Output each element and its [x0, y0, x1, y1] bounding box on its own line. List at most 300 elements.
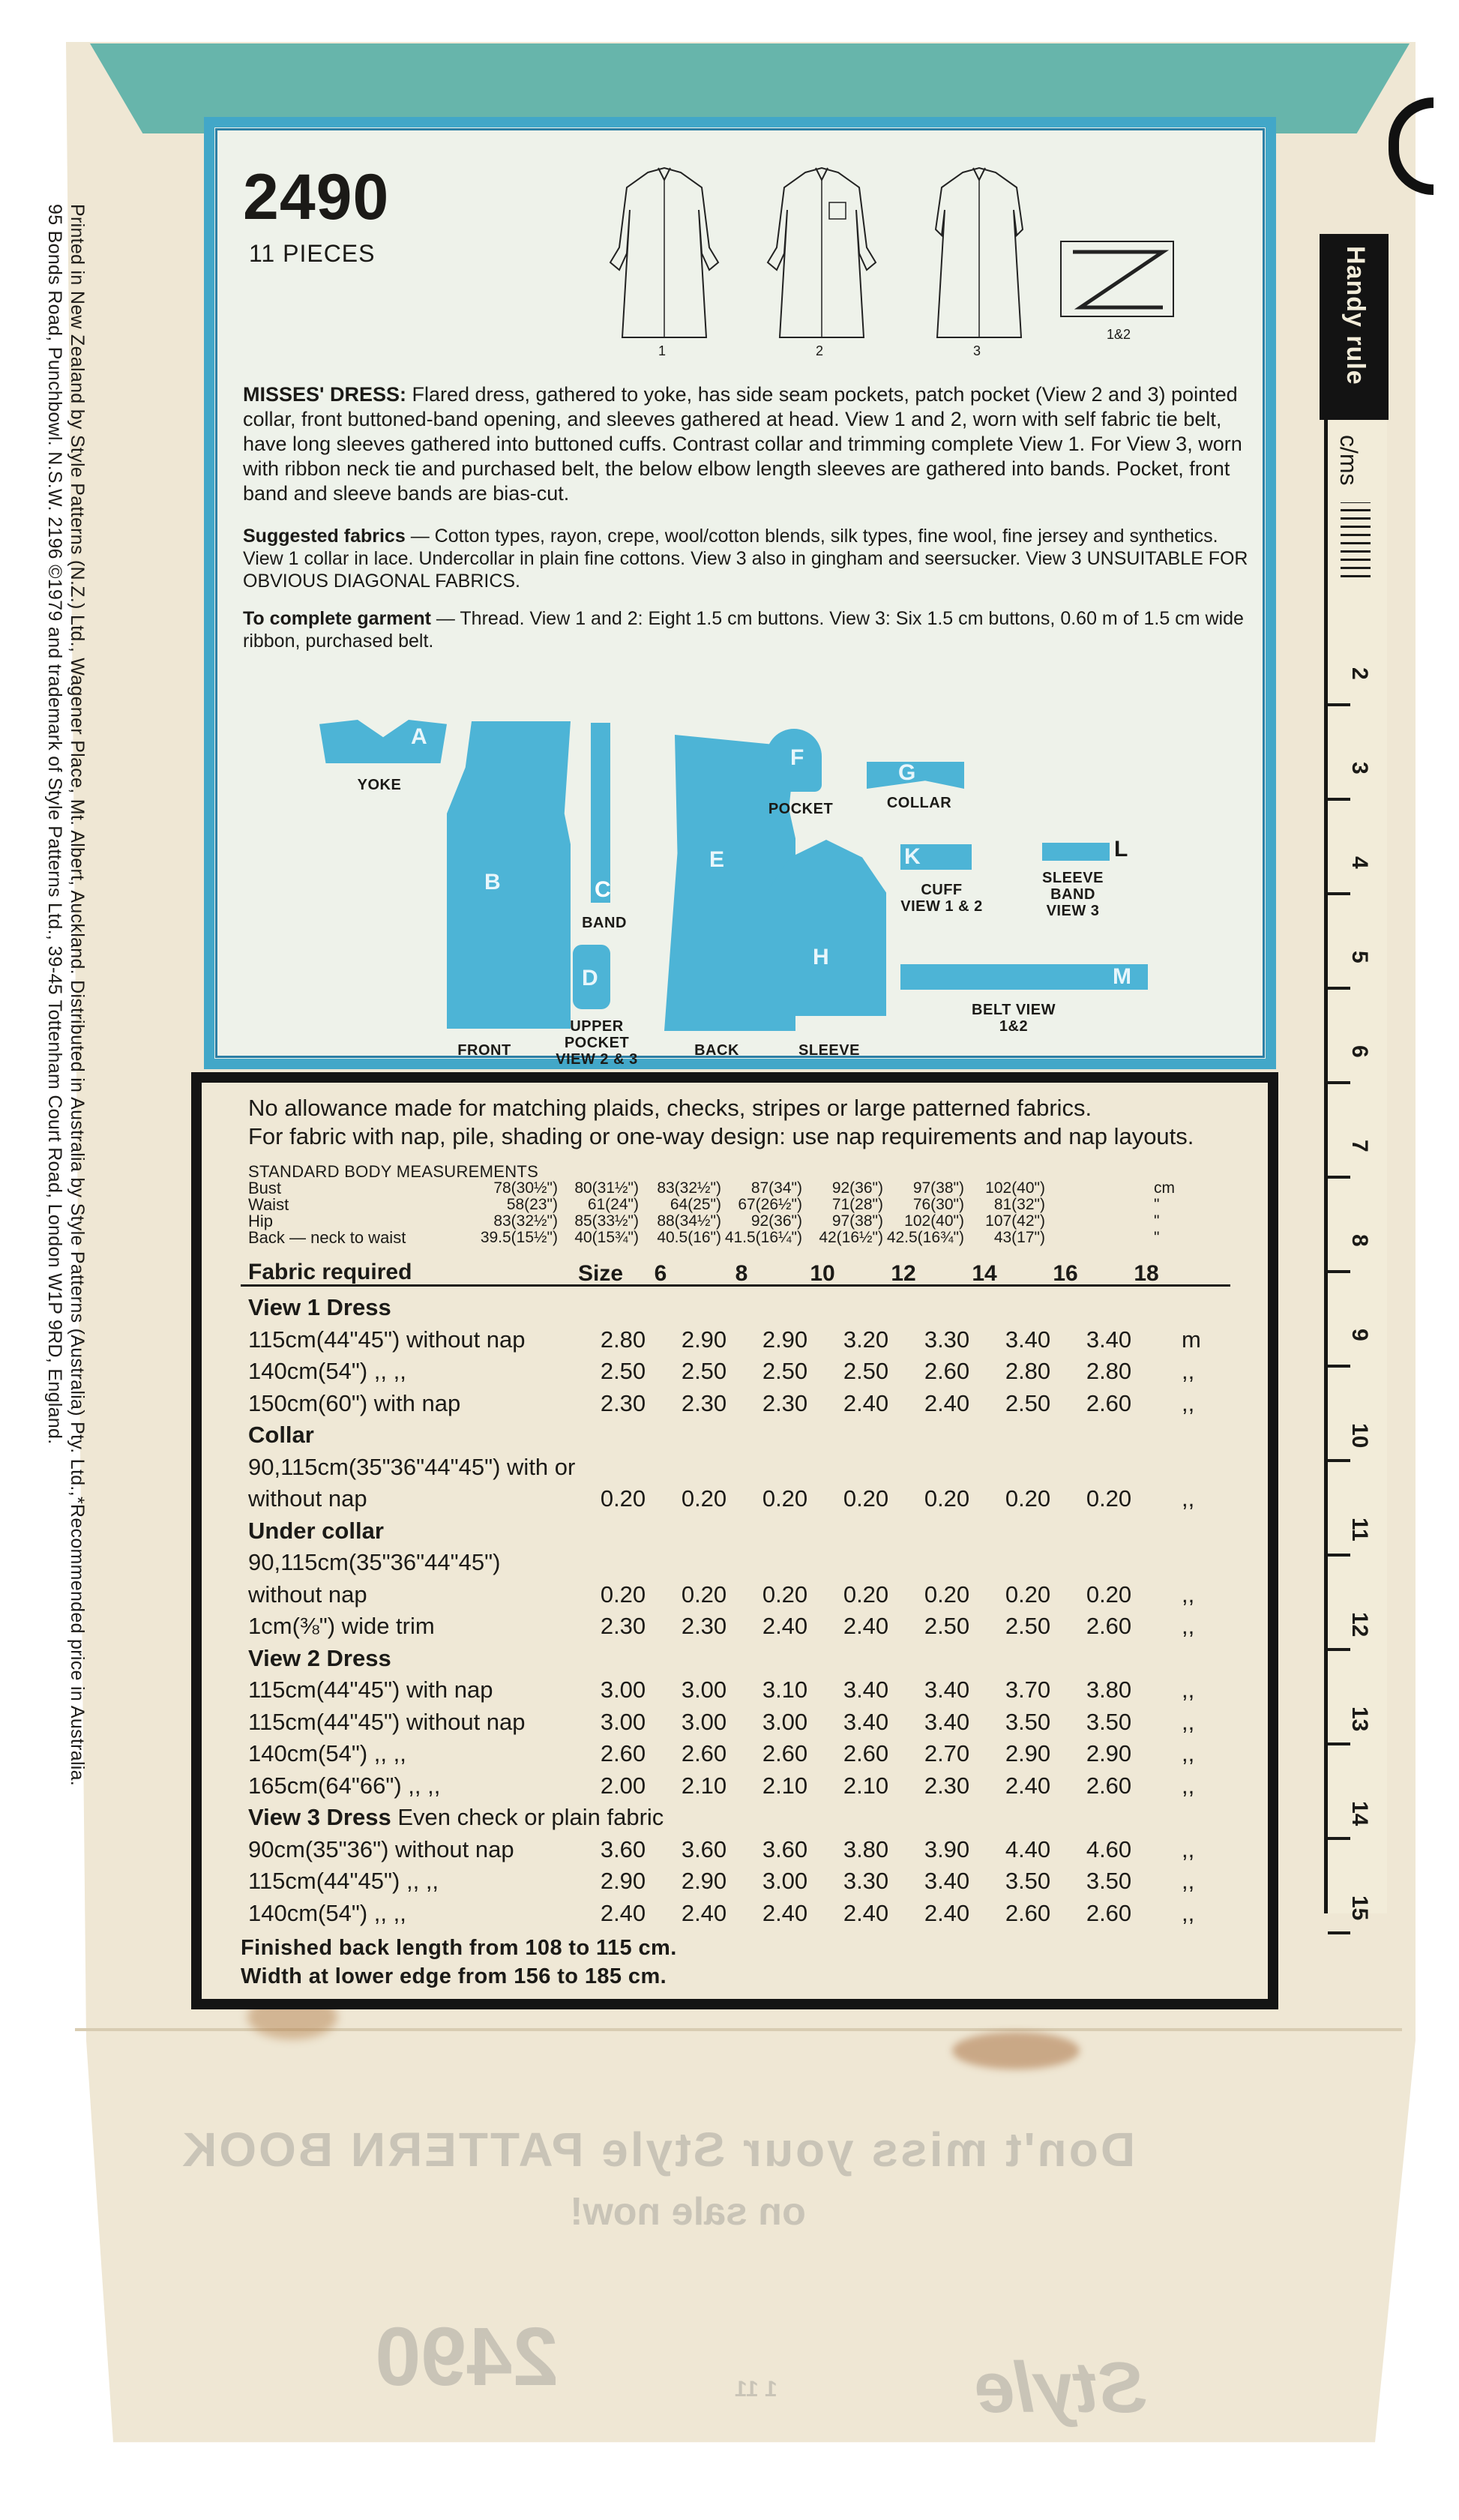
measurement-value: 61(24"): [587, 1196, 639, 1213]
fabric-row-label-text: 115cm(44"45") without nap: [248, 1708, 526, 1735]
fabric-amount: 3.70: [1005, 1677, 1051, 1703]
rule-unit: c/ms: [1335, 435, 1362, 486]
fabric-amount: 3.80: [1086, 1677, 1132, 1703]
printer-line-2: 95 Bonds Road, Punchbowl. N.S.W. 2196 ©1979 and trademark of Style Patterns Ltd., 39-45 Tottenham Court Road, London W1P 9RD, England.: [44, 204, 65, 1445]
fabric-row: [248, 1611, 1223, 1641]
rule-number: 6: [1347, 1045, 1372, 1058]
pattern-info-panel: [204, 117, 1276, 1069]
rule-number: 15: [1347, 1895, 1372, 1921]
fabric-amount: 2.30: [681, 1389, 727, 1416]
rule-number: 10: [1347, 1423, 1372, 1449]
piece-label-sleeve-band: SLEEVE BAND VIEW 3: [1042, 870, 1104, 919]
fabric-row-label-text: 90,115cm(35"36"44"45"): [248, 1549, 501, 1575]
fabric-amount: 2.50: [600, 1358, 646, 1384]
fabric-amount: 3.00: [762, 1868, 808, 1894]
lower-edge-width: Width at lower edge from 156 to 185 cm.: [241, 1964, 667, 1988]
rule-mark: [1328, 1648, 1350, 1651]
fabric-amount: 3.40: [843, 1708, 889, 1735]
fabric-row-label-text: 115cm(44"45") with nap: [248, 1677, 493, 1703]
measurement-value: 80(31½"): [574, 1179, 639, 1197]
view-number-1: 1: [658, 343, 667, 358]
fabric-row: [248, 1802, 1223, 1832]
fabric-row-label-text: 165cm(64"66") ,, ,,: [248, 1772, 441, 1799]
measurement-value: 71(28"): [831, 1196, 883, 1213]
printer-line-1: Printed in New Zealand by Style Patterns (N.Z.) Ltd., Wagener Place, Mt. Albert, Auckland. Distributed in Australia by Style Patterns (Australia) Pty. Ltd.,: [67, 204, 88, 1497]
complete-text: — Thread. View 1 and 2: Eight 1.5 cm buttons. View 3: Six 1.5 cm buttons, 0.60 m of 1.5 cm wide ribbon, purchased belt.: [243, 608, 1244, 652]
fabric-unit: ,,: [1182, 1740, 1195, 1766]
measurement-value: 42.5(16¾"): [886, 1229, 964, 1246]
fabric-amount: 3.90: [924, 1835, 970, 1862]
fabric-row: [248, 1771, 1223, 1801]
fabric-row-label: [248, 1644, 391, 1674]
dress-view-2-sketch: [747, 157, 897, 345]
piece-label-sleeve: SLEEVE: [798, 1042, 860, 1059]
plaid-note: No allowance made for matching plaids, checks, stripes or large patterned fabrics.: [248, 1095, 1092, 1121]
view-sketches: [589, 157, 1204, 358]
fabric-unit: m: [1182, 1326, 1201, 1353]
measurement-value: 83(32½"): [493, 1212, 558, 1230]
fabrics-heading: Suggested fabrics: [243, 526, 406, 547]
fabric-amount: 2.40: [924, 1899, 970, 1926]
dress-view-3-sketch: [904, 157, 1054, 345]
fabric-amount: 0.20: [924, 1485, 970, 1512]
fabric-amount: 2.80: [1086, 1358, 1132, 1384]
fabric-amount: 2.40: [843, 1899, 889, 1926]
piece-belt: [900, 964, 1148, 990]
fabric-amount: 0.20: [1086, 1485, 1132, 1512]
fabric-amount: 2.60: [762, 1740, 808, 1766]
rule-mark: [1328, 1270, 1350, 1273]
rule-number: 4: [1347, 856, 1372, 869]
fabric-row: [248, 1866, 1223, 1896]
fabric-row-label: [248, 1835, 514, 1865]
size-column-header: 10: [810, 1261, 835, 1286]
fabric-row-label: [248, 1802, 664, 1832]
finished-back-length: Finished back length from 108 to 115 cm.: [241, 1936, 677, 1960]
pieces-count: 11 PIECES: [249, 240, 376, 267]
fabric-amount: 3.00: [762, 1708, 808, 1735]
fabric-amount: 2.90: [681, 1326, 727, 1353]
rule-mark: [1328, 1081, 1350, 1084]
fabric-row-label: [248, 1420, 314, 1450]
complete-heading: To complete garment: [243, 608, 431, 629]
piece-yoke: [319, 720, 447, 763]
handy-rule: [1324, 234, 1387, 1913]
measurement-label: Back — neck to waist: [248, 1228, 406, 1247]
fabric-unit: ,,: [1182, 1358, 1195, 1384]
fabric-amount: 3.00: [600, 1677, 646, 1703]
size-column-header: 12: [891, 1261, 916, 1286]
fabric-row-label-text: without nap: [248, 1581, 367, 1608]
fabric-row-label: [248, 1548, 500, 1578]
fabric-row-label: [248, 1484, 367, 1514]
fabric-amount: 2.60: [1086, 1899, 1132, 1926]
fabric-amount: 2.00: [600, 1772, 646, 1799]
fabric-amount: 2.50: [843, 1358, 889, 1384]
rule-mark: [1328, 987, 1350, 990]
rule-mark: [1328, 1176, 1350, 1179]
rule-number: 14: [1347, 1801, 1372, 1826]
piece-letter-m: M: [1113, 964, 1131, 989]
measurement-value: 85(33½"): [574, 1212, 639, 1230]
fabric-row-label-text: View 3 Dress: [248, 1804, 391, 1830]
piece-letter-l: L: [1114, 837, 1128, 861]
ghost-text-line1: Don't miss your Style PATTERN BOOK: [180, 2123, 1136, 2177]
measurement-value: 43(17"): [993, 1229, 1045, 1246]
fabric-row-label: [248, 1452, 575, 1482]
piece-letter-e: E: [709, 847, 725, 872]
pattern-pieces-diagram: [214, 697, 1264, 1072]
rule-mark: [1328, 1365, 1350, 1368]
rule-number: 7: [1347, 1140, 1372, 1152]
fabric-amount: 2.60: [1086, 1613, 1132, 1639]
dress-view-1-sketch: [589, 157, 739, 345]
measurement-value: 76(30"): [912, 1196, 964, 1213]
fabric-amount: 2.60: [843, 1740, 889, 1766]
measurement-value: 58(23"): [506, 1196, 558, 1213]
rule-mark: [1328, 1837, 1350, 1840]
fabric-amount: 0.20: [1005, 1485, 1051, 1512]
fabric-requirements-panel: [191, 1072, 1278, 2009]
fabric-row-label-text: 115cm(44"45") without nap: [248, 1326, 526, 1353]
fabric-row: [248, 1325, 1223, 1355]
rule-number: 12: [1347, 1612, 1372, 1638]
fabric-row: [248, 1548, 1223, 1578]
fabric-row-label-text: Under collar: [248, 1517, 384, 1544]
back-view-sketch: [1058, 238, 1178, 321]
rule-ticks: [1341, 502, 1371, 577]
fabric-amount: 0.20: [762, 1581, 808, 1608]
fabric-row: [248, 1516, 1223, 1546]
fabric-row: [248, 1420, 1223, 1450]
piece-sleeve-band: [1042, 843, 1110, 861]
fabric-unit: ,,: [1182, 1899, 1195, 1926]
rule-number: 2: [1347, 667, 1372, 680]
rule-mark: [1328, 1931, 1350, 1934]
piece-band: [591, 723, 610, 903]
fabric-row: [248, 1898, 1223, 1928]
fabric-row-label: [248, 1580, 367, 1610]
view-number-2: 2: [816, 343, 824, 358]
measurement-value: 39.5(15½"): [480, 1229, 558, 1246]
handy-rule-title: [1320, 234, 1389, 420]
fabric-row: [248, 1707, 1223, 1737]
fabric-amount: 3.60: [600, 1835, 646, 1862]
piece-label-collar: COLLAR: [886, 795, 952, 811]
fabric-row: [248, 1389, 1223, 1419]
fabric-amount: 2.60: [1005, 1899, 1051, 1926]
fabric-unit: ,,: [1182, 1613, 1195, 1639]
nap-note: For fabric with nap, pile, shading or one-way design: use nap requirements and nap layouts.: [248, 1123, 1194, 1149]
view-number-back: 1&2: [1107, 327, 1131, 342]
rule-number: 13: [1347, 1706, 1372, 1732]
piece-sleeve: [766, 840, 886, 1016]
fabric-amount: 0.20: [600, 1581, 646, 1608]
fabric-amount: 3.30: [924, 1326, 970, 1353]
measurement-value: 92(36"): [831, 1179, 883, 1197]
fabric-amount: 2.40: [762, 1899, 808, 1926]
fabrics-text: — Cotton types, rayon, crepe, wool/cotton blends, silk types, fine wool, fine jersey and synthetics. View 1 collar in lace. Undercollar in plain fine cottons. View 3 also in gingham and seersucker. View 3 UNSUITABLE FOR OBVIOUS DIAGONAL FABRICS.: [243, 526, 1248, 592]
fabric-amount: 2.40: [600, 1899, 646, 1926]
fabric-amount: 2.50: [924, 1613, 970, 1639]
fabric-amount: 2.90: [1086, 1740, 1132, 1766]
fabric-amount: 3.80: [843, 1835, 889, 1862]
piece-label-front: FRONT: [457, 1042, 511, 1059]
measurement-value: 41.5(16¼"): [724, 1229, 802, 1246]
fabric-amount: 2.40: [924, 1389, 970, 1416]
fabric-row-label-text: 150cm(60") with nap: [248, 1389, 461, 1416]
size-header-row: [241, 1260, 1230, 1287]
fabric-row-label: [248, 1866, 439, 1896]
measurement-label: Waist: [248, 1195, 289, 1214]
rule-number: 9: [1347, 1329, 1372, 1341]
fabric-row-label: [248, 1675, 493, 1705]
fabric-row: [248, 1452, 1223, 1482]
fabric-row-label-text: 115cm(44"45") ,, ,,: [248, 1868, 439, 1894]
description-heading: MISSES' DRESS:: [243, 383, 406, 406]
measurement-value: 87(34"): [750, 1179, 802, 1197]
measurement-value: 81(32"): [993, 1196, 1045, 1213]
fabric-amount: 2.90: [762, 1326, 808, 1353]
ghost-text-line2: on sale now!: [570, 2190, 806, 2234]
fabric-row-label-text: View 2 Dress: [248, 1644, 391, 1671]
measurement-value: 102(40"): [904, 1212, 964, 1230]
measurement-label: Hip: [248, 1212, 274, 1230]
piece-letter-g: G: [898, 760, 916, 785]
fabric-amount: 3.20: [843, 1326, 889, 1353]
fabric-amount: 3.40: [924, 1677, 970, 1703]
fabric-row: [248, 1580, 1223, 1610]
fabric-amount: 2.60: [924, 1358, 970, 1384]
measurement-value: 102(40"): [985, 1179, 1045, 1197]
piece-letter-f: F: [790, 745, 804, 770]
fabric-row: [248, 1835, 1223, 1865]
measurement-value: 97(38"): [831, 1212, 883, 1230]
fabric-row-label-text: 90,115cm(35"36"44"45") with or: [248, 1453, 576, 1480]
fabric-amount: 3.00: [681, 1708, 727, 1735]
fabric-row-label-text: View 1 Dress: [248, 1294, 391, 1320]
fabric-row-label: [248, 1898, 406, 1928]
fabric-row-label-text: 90cm(35"36") without nap: [248, 1835, 514, 1862]
fabric-amount: 3.00: [681, 1677, 727, 1703]
fabric-amount: 2.60: [681, 1740, 727, 1766]
fabric-row-label-text: 140cm(54") ,, ,,: [248, 1358, 406, 1384]
measurement-value: 88(34½"): [657, 1212, 721, 1230]
fabric-amount: 2.30: [600, 1613, 646, 1639]
measurement-value: 40.5(16"): [657, 1229, 721, 1246]
fabric-amount: 2.40: [1005, 1772, 1051, 1799]
measurement-value: 67(26½"): [738, 1196, 802, 1213]
rule-mark: [1328, 798, 1350, 801]
fabric-unit: ,,: [1182, 1389, 1195, 1416]
fabric-amount: 2.50: [1005, 1389, 1051, 1416]
fabric-amount: 2.10: [843, 1772, 889, 1799]
size-column-header: 6: [654, 1261, 667, 1286]
fabric-amount: 2.10: [762, 1772, 808, 1799]
rule-mark: [1328, 703, 1350, 706]
fabric-amount: 2.70: [924, 1740, 970, 1766]
measurement-unit: ": [1154, 1212, 1160, 1230]
size-column-header: 14: [972, 1261, 997, 1286]
fabric-amount: 0.20: [762, 1485, 808, 1512]
fabric-unit: ,,: [1182, 1772, 1195, 1799]
fabric-amount: 3.50: [1086, 1868, 1132, 1894]
fabric-amount: 4.60: [1086, 1835, 1132, 1862]
measurement-value: 92(36"): [750, 1212, 802, 1230]
fabric-amount: 2.50: [1005, 1613, 1051, 1639]
standard-body-measurements-title: STANDARD BODY MEASUREMENTS: [248, 1162, 539, 1181]
fabric-unit: ,,: [1182, 1677, 1195, 1703]
fabric-row-label: [248, 1325, 526, 1355]
fabric-row-label: [248, 1516, 384, 1546]
fabric-row: [248, 1356, 1223, 1386]
piece-label-yoke: YOKE: [357, 777, 402, 793]
measurement-value: 107(42"): [985, 1212, 1045, 1230]
fabric-row-label: [248, 1356, 406, 1386]
to-complete-garment: [243, 607, 1255, 652]
rule-mark: [1328, 892, 1350, 895]
fabric-unit: ,,: [1182, 1485, 1195, 1512]
size-column-header: 16: [1053, 1261, 1078, 1286]
piece-label-pocket: POCKET: [768, 801, 834, 817]
fabric-amount: 3.40: [843, 1677, 889, 1703]
fabric-row-label: [248, 1611, 435, 1641]
piece-letter-b: B: [484, 870, 501, 894]
dress-description: [243, 382, 1255, 506]
fabric-amount: 2.90: [681, 1868, 727, 1894]
measurement-unit: cm: [1154, 1179, 1175, 1197]
pattern-number: 2490: [243, 161, 390, 233]
piece-label-cuff: CUFF VIEW 1 & 2: [900, 882, 983, 915]
stain: [952, 2032, 1080, 2069]
fabric-amount: 2.30: [762, 1389, 808, 1416]
fabric-amount: 2.30: [681, 1613, 727, 1639]
fabric-amount: 0.20: [681, 1485, 727, 1512]
piece-letter-c: C: [595, 877, 611, 902]
fabric-amount: 3.40: [924, 1708, 970, 1735]
fabric-amount: 3.40: [924, 1868, 970, 1894]
piece-letter-k: K: [904, 844, 921, 869]
fabric-amount: 0.20: [600, 1485, 646, 1512]
fabric-amount: 3.50: [1005, 1708, 1051, 1735]
size-column-header: 18: [1134, 1261, 1159, 1286]
piece-letter-a: A: [411, 724, 427, 749]
fabric-amount: 4.40: [1005, 1835, 1051, 1862]
fabric-amount: 2.30: [924, 1772, 970, 1799]
fabric-row: [248, 1739, 1223, 1769]
fabric-unit: ,,: [1182, 1581, 1195, 1608]
piece-label-upper-pocket: UPPER POCKET VIEW 2 & 3: [556, 1018, 638, 1068]
fabric-amount: 0.20: [681, 1581, 727, 1608]
fabric-amount: 0.20: [1005, 1581, 1051, 1608]
measurement-unit: ": [1154, 1229, 1160, 1246]
fabric-row: [248, 1293, 1223, 1323]
fabric-row: [248, 1484, 1223, 1514]
piece-label-back: BACK: [694, 1042, 739, 1059]
piece-label-belt: BELT VIEW 1&2: [972, 1002, 1056, 1035]
fabric-row: [248, 1644, 1223, 1674]
fabric-amount: 2.80: [1005, 1358, 1051, 1384]
measurement-unit: ": [1154, 1196, 1160, 1213]
measurement-value: 78(30½"): [493, 1179, 558, 1197]
fabric-amount: 2.60: [600, 1740, 646, 1766]
measurement-value: 42(16½"): [819, 1229, 883, 1246]
fabric-amount: 2.90: [1005, 1740, 1051, 1766]
rule-number: 8: [1347, 1234, 1372, 1247]
fabric-amount: 3.50: [1005, 1868, 1051, 1894]
fabric-amount: 2.60: [1086, 1389, 1132, 1416]
fabric-amount: 2.50: [681, 1358, 727, 1384]
measurement-value: 64(25"): [670, 1196, 721, 1213]
fabric-row: [248, 1675, 1223, 1705]
fabric-amount: 0.20: [843, 1485, 889, 1512]
fabric-unit: ,,: [1182, 1708, 1195, 1735]
fabric-amount: 3.00: [600, 1708, 646, 1735]
fabric-amount: 2.30: [600, 1389, 646, 1416]
rule-mark: [1328, 1459, 1350, 1462]
fabric-amount: 3.40: [1005, 1326, 1051, 1353]
description-text: Flared dress, gathered to yoke, has side seam pockets, patch pocket (View 2 and 3) pointed collar, front buttoned-band opening, and sleeves gathered at head. View 1 and 2, worn with self fabric tie belt, have long sleeves gathered into buttoned cuffs. Contrast collar and trimming complete View 1. For View 3, worn with ribbon neck tie and purchased belt, the below elbow length sleeves are gathered into bands. Pocket, front band and sleeve bands are bias-cut.: [243, 383, 1242, 505]
fabric-required-label: Fabric required: [248, 1260, 412, 1284]
fabric-row-label-text: 140cm(54") ,, ,,: [248, 1899, 406, 1926]
suggested-fabrics: [243, 525, 1255, 592]
piece-front: [447, 721, 571, 1029]
fabric-amount: 3.60: [762, 1835, 808, 1862]
size-label: Size: [578, 1261, 624, 1286]
fabric-amount: 3.60: [681, 1835, 727, 1862]
size-column-header: 8: [735, 1261, 748, 1286]
fabric-amount: 2.40: [681, 1899, 727, 1926]
fabric-row-label: [248, 1707, 526, 1737]
fabric-amount: 2.40: [843, 1389, 889, 1416]
rule-number: 11: [1347, 1518, 1372, 1542]
ghost-small: 1 11: [735, 2377, 777, 2402]
fabric-amount: 3.50: [1086, 1708, 1132, 1735]
fabric-row-note: Even check or plain fabric: [391, 1804, 664, 1830]
fabric-row-label-text: 140cm(54") ,, ,,: [248, 1740, 406, 1766]
fabric-amount: 0.20: [1086, 1581, 1132, 1608]
fabric-row-label: [248, 1739, 406, 1769]
fabric-row-label-text: 1cm(⅜") wide trim: [248, 1613, 435, 1639]
fabric-amount: 2.80: [600, 1326, 646, 1353]
fabric-row-label: [248, 1771, 440, 1801]
fabric-amount: 0.20: [924, 1581, 970, 1608]
fabric-unit: ,,: [1182, 1835, 1195, 1862]
measurement-value: 40(15¾"): [574, 1229, 639, 1246]
fabric-row-label: [248, 1389, 460, 1419]
fabric-amount: 2.40: [843, 1613, 889, 1639]
fabric-amount: 3.40: [1086, 1326, 1132, 1353]
fabric-amount: 0.20: [843, 1581, 889, 1608]
piece-letter-h: H: [813, 945, 829, 969]
ghost-pattern-number: 2490: [375, 2311, 559, 2403]
ghost-brand: Style: [975, 2348, 1147, 2428]
view-number-3: 3: [973, 343, 981, 358]
fabric-amount: 2.60: [1086, 1772, 1132, 1799]
fabric-unit: ,,: [1182, 1868, 1195, 1894]
piece-label-band: BAND: [582, 915, 627, 931]
fabric-amount: 2.50: [762, 1358, 808, 1384]
measurement-label: Bust: [248, 1179, 282, 1197]
handy-rule-title-text: Handy rule: [1341, 246, 1370, 385]
rule-mark: [1328, 1554, 1350, 1557]
fabric-row-label-text: without nap: [248, 1485, 367, 1512]
fabric-amount: 2.10: [681, 1772, 727, 1799]
fabric-row-label-text: Collar: [248, 1422, 314, 1448]
recommended-price: *Recommended price in Australia.: [67, 1496, 88, 1787]
measurement-value: 83(32½"): [657, 1179, 721, 1197]
measurement-value: 97(38"): [912, 1179, 964, 1197]
